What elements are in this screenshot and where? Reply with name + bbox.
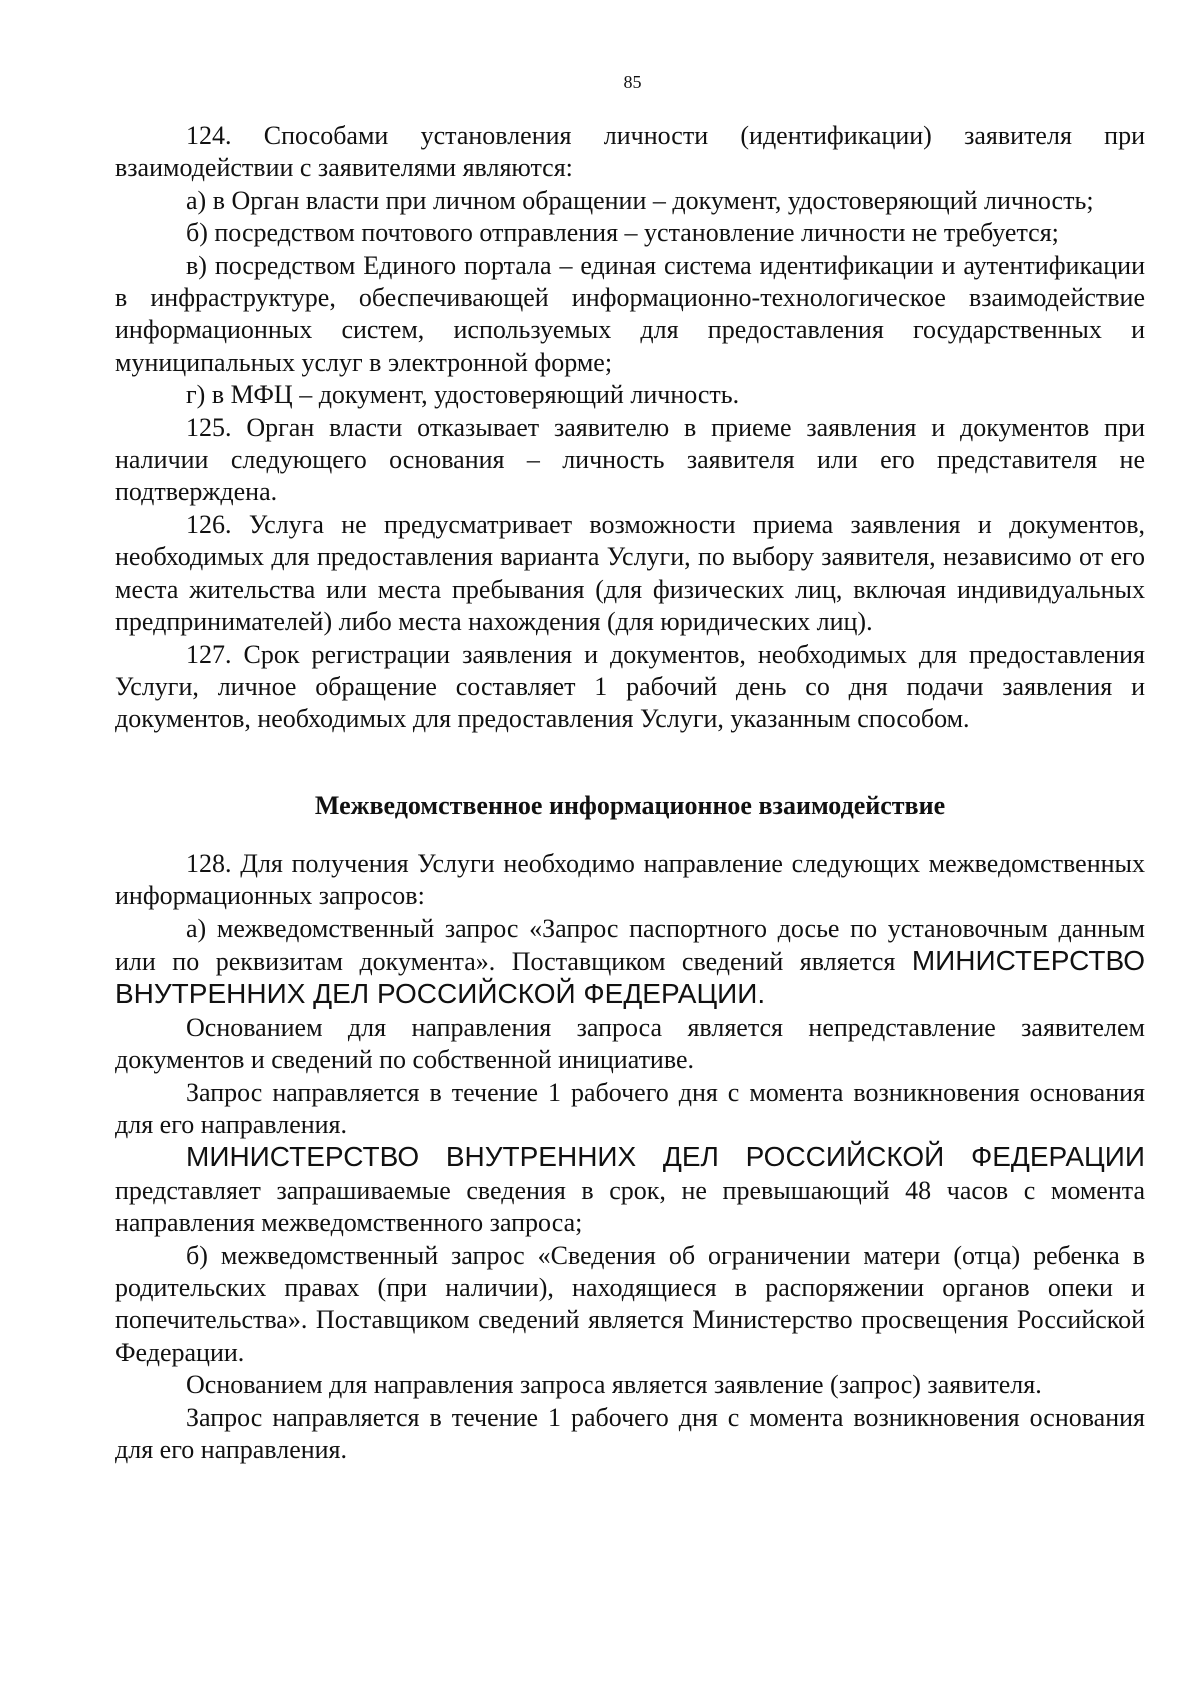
- paragraph-128-a: [115, 913, 1145, 1012]
- paragraph-124: 124. Способами установления личности (идентификации) заявителя при взаимодействии с заявителями являются:: [115, 121, 1145, 183]
- ministry-name: МИНИСТЕРСТВО ВНУТРЕННИХ ДЕЛ РОССИЙСКОЙ ФЕДЕРАЦИИ.: [115, 944, 1145, 1010]
- paragraph-128-a-provider-text: представляет запрашиваемые сведения в срок, не превышающий 48 часов с момента направления межведомственного запроса;: [115, 1175, 1145, 1238]
- paragraph-124-v: в) посредством Единого портала – единая система идентификации и аутентификации в инфраструктуре, обеспечивающей информационно-технологическое взаимодействие информационных систем, используемых для предоставления государственных и муниципальных услуг в электронной форме;: [115, 250, 1145, 377]
- page-number: 85: [623, 72, 642, 92]
- document-body: [115, 120, 1145, 1466]
- paragraph-124-b: б) посредством почтового отправления – установление личности не требуется;: [186, 218, 1059, 248]
- paragraph-128-a-provider: [115, 1141, 1145, 1239]
- paragraph-128: 128. Для получения Услуги необходимо направление следующих межведомственных информационных запросов:: [115, 848, 1145, 911]
- paragraph-128-b-timing: Запрос направляется в течение 1 рабочего дня с момента возникновения основания для его направления.: [115, 1402, 1145, 1465]
- paragraph-127: 127. Срок регистрации заявления и документов, необходимых для предоставления Услуги, личное обращение составляет 1 рабочий день со дня подачи заявления и документов, необходимых для предоставления Услуги, указанным способом.: [115, 639, 1145, 734]
- paragraph-124-a: а) в Орган власти при личном обращении – документ, удостоверяющий личность;: [186, 185, 1094, 215]
- paragraph-128-a-text: а) межведомственный запрос «Запрос паспортного досье по установочным данным или по реквизитам документа». Поставщиком сведений является: [115, 913, 1145, 976]
- paragraph-128-b-basis: Основанием для направления запроса является заявление (запрос) заявителя.: [186, 1370, 1042, 1400]
- paragraph-128-a-timing: Запрос направляется в течение 1 рабочего дня с момента возникновения основания для его направления.: [115, 1077, 1145, 1139]
- paragraph-124-g: г) в МФЦ – документ, удостоверяющий личность.: [186, 380, 740, 410]
- paragraph-126: 126. Услуга не предусматривает возможности приема заявления и документов, необходимых для предоставления варианта Услуги, по выбору заявителя, независимо от его места жительства или места пребывания (для физических лиц, включая индивидуальных предпринимателей) либо места нахождения (для юридических лиц).: [115, 509, 1145, 637]
- paragraph-128-b: б) межведомственный запрос «Сведения об ограничении матери (отца) ребенка в родительских правах (при наличии), находящиеся в распоряжении органов опеки и попечительства». Поставщиком сведений является Министерство просвещения Российской Федерации.: [115, 1240, 1145, 1367]
- paragraph-125: 125. Орган власти отказывает заявителю в приеме заявления и документов при наличии следующего основания – личность заявителя или его представителя не подтверждена.: [115, 412, 1145, 507]
- section-heading: Межведомственное информационное взаимодействие: [314, 790, 946, 820]
- ministry-name: МИНИСТЕРСТВО ВНУТРЕННИХ ДЕЛ РОССИЙСКОЙ ФЕДЕРАЦИИ: [186, 1141, 1145, 1173]
- paragraph-128-a-basis: Основанием для направления запроса является непредставление заявителем документов и сведений по собственной инициативе.: [115, 1012, 1145, 1075]
